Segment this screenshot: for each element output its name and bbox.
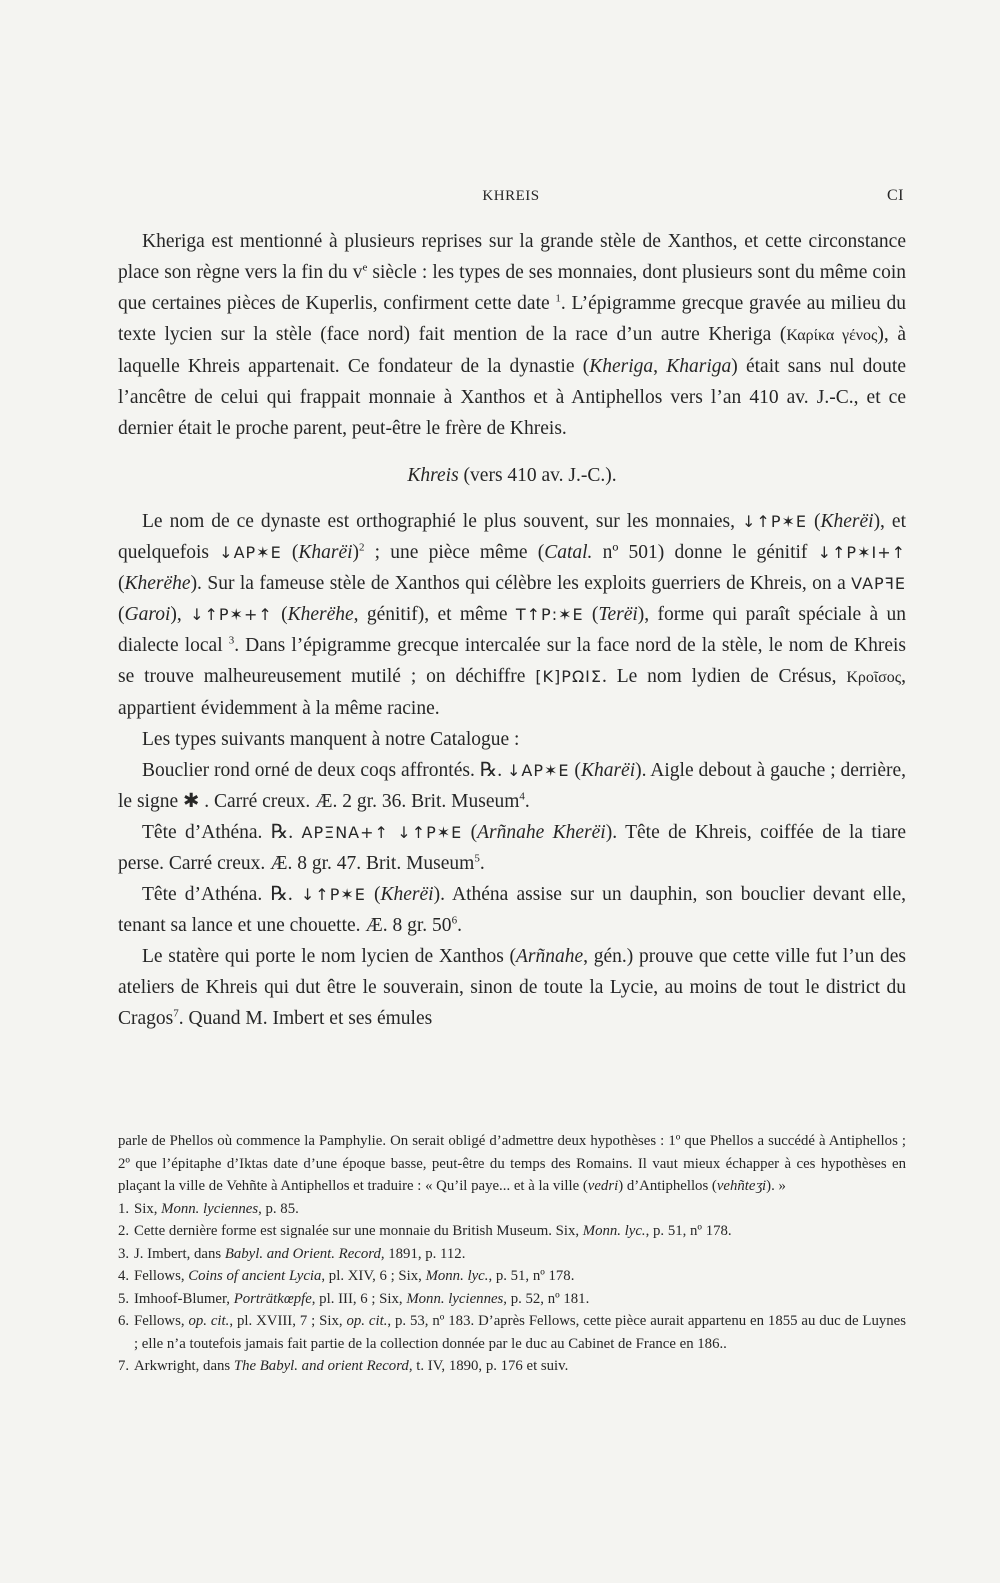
text: , p. 51, nº 178. (488, 1268, 575, 1284)
heading-date: (vers 410 av. J.-C.). (458, 465, 617, 486)
text: siècle : les types de ses monnaies, dont plusieurs sont du même coin que certaines pièces de Kuperlis, confirment cette date (118, 262, 907, 314)
footnote-3 (118, 1243, 906, 1266)
footnote-continuation (118, 1130, 906, 1198)
text: . (524, 791, 530, 812)
text: parle de Phellos où commence la Pamphylie. On serait obligé d’admettre deux hypothèses : 1º que Phellos a succédé à Antiphellos ; 2º que l’épitaphe d’Iktas date d’une époque basse, peut-être du temps des Romains. Il vaut mieux échapper à ces hypothèses en plaçant la ville de Vehñte à Antiphellos et traduire : « Qu’il paye... et à la ville ( (118, 1133, 906, 1194)
paragraph-kheriga (118, 226, 906, 444)
text: ) était sans nul doute l’ancêtre de celui qui frappait monnaie à Xanthos et à Antiphellos vers l’an 410 av. J.-C., et ce dernier était le proche parent, peut-être le frère de Khreis. (118, 356, 906, 439)
lycian-legend: ↓↑P✶E (397, 823, 463, 842)
text: ), (170, 604, 191, 625)
text: , génitif), et même (353, 604, 516, 625)
footnote-4 (118, 1265, 906, 1288)
text: , p. 85. (258, 1200, 299, 1217)
text: , pl. XIV, 6 ; Six, (321, 1268, 426, 1284)
lycian-legend: VAPꟻE (851, 574, 906, 593)
text: Le statère qui porte le nom lycien de Xanthos ( (142, 946, 517, 967)
text: . Quand M. Imbert et ses émules (178, 1008, 433, 1029)
text: Tête d’Athéna. ℞. (142, 884, 301, 905)
footnote-number: 7. (118, 1358, 130, 1374)
text: ) (352, 542, 360, 563)
lycian-legend: ↓AP✶E (507, 761, 570, 780)
italic-text: Kherëhe (287, 604, 354, 625)
text: . Carré creux. Æ. 2 gr. 36. Brit. Museum (199, 791, 520, 812)
greek-text: Καρίκα γένος (786, 327, 878, 344)
section-heading (118, 460, 906, 491)
running-head (118, 186, 904, 210)
text: ( (118, 573, 125, 594)
footnote-2 (118, 1220, 906, 1243)
italic-text: op. cit. (346, 1313, 388, 1329)
text: ). Aigle debout à gauche ; derrière, le signe (118, 760, 906, 812)
text: . L’épigramme grecque gravée au milieu du texte lycien sur la stèle (face nord) fait mention de la race d’un autre Kheriga ( (118, 293, 906, 345)
text: ( (462, 822, 478, 843)
text: , t. IV, 1890, p. 176 et suiv. (408, 1358, 569, 1374)
italic-text: Monn. lyc. (425, 1268, 489, 1284)
footnote-number: 2. (118, 1223, 130, 1239)
text: ( (583, 604, 599, 625)
footnote-number: 1. (118, 1200, 130, 1217)
lycian-legend: ↓AP✶E (219, 543, 282, 562)
italic-text: Kharëi (580, 760, 636, 781)
text: ), et quelquefois (118, 511, 907, 563)
italic-text: Kheriga (589, 356, 654, 377)
italic-text: Arñnahe (516, 946, 584, 967)
text: . Dans l’épigramme grecque intercalée sur la face nord de la stèle, le nom de Khreis se trouve malheureusement mutilé ; on déchiffre (118, 635, 906, 687)
text: ; une pièce même ( (364, 542, 545, 563)
footnote-number: 3. (118, 1245, 130, 1262)
text: . Le nom lydien de Crésus, (602, 666, 847, 687)
body-text (118, 226, 906, 1034)
text: ( (272, 604, 288, 625)
italic-text: Terëi (598, 604, 638, 625)
running-title: KHREIS (482, 188, 540, 204)
paragraph-orthography (118, 506, 906, 724)
text: , appartient évidemment à la même racine. (118, 666, 907, 719)
greek-inscription: [K]PΩIΣ (535, 667, 602, 686)
footnote-ref-5[interactable]: 5 (474, 852, 480, 865)
text: ). Tête de Khreis, coiffée de la tiare perse. Carré creux. Æ. 8 gr. 47. Brit. Museum (118, 822, 907, 874)
text: Cette dernière forme est signalée sur une monnaie du British Museum. Six, (134, 1223, 583, 1239)
greek-text: Κροῖσος (846, 669, 902, 686)
italic-text: Monn. lyciennes (161, 1200, 259, 1217)
text: , p. 53, nº 183. D’après Fellows, cette pièce aurait appartenu en 1855 au duc de Luynes ; elle n’a toutefois jamais fait partie de la collection donnée par le duc au Cabinet de France en 186.. (134, 1313, 906, 1352)
text: ( (806, 511, 821, 532)
paragraph-type-2 (118, 817, 906, 879)
italic-text: Khariga (666, 356, 732, 377)
text: Fellows, (134, 1313, 189, 1329)
heading-name: Khreis (407, 465, 459, 486)
footnote-ref-2[interactable]: 2 (359, 541, 365, 554)
text: Six, (134, 1200, 162, 1217)
text: Kheriga est mentionné à plusieurs reprises sur la grande stèle de Xanthos, et cette circonstance place son règne vers la fin du v (118, 231, 906, 283)
text: ). Sur la fameuse stèle de Xanthos qui célèbre les exploits guerriers de Khreis, on a (190, 573, 852, 594)
text: , (653, 356, 667, 377)
footnote-number: 6. (118, 1313, 130, 1329)
lycian-legend: ↓↑P✶I+↑ (817, 543, 907, 562)
footnote-5 (118, 1288, 906, 1311)
text: ( (118, 604, 125, 625)
footnote-7 (118, 1355, 906, 1378)
superscript: e (362, 261, 368, 274)
paragraph-stater (118, 941, 906, 1034)
text: Imhoof-Blumer, (134, 1290, 234, 1307)
italic-text: op. cit. (188, 1313, 230, 1329)
text: , p. 51, nº 178. (645, 1223, 732, 1239)
italic-text: Kherëhe (124, 573, 191, 594)
text: Bouclier rond orné de deux coqs affrontés. ℞. (142, 760, 508, 781)
text: ( (365, 884, 381, 905)
footnote-ref-3[interactable]: 3 (228, 634, 235, 647)
footnote-number: 4. (118, 1268, 130, 1284)
text: ). » (766, 1178, 786, 1194)
italic-text: Monn. lyc. (582, 1223, 646, 1239)
lycian-legend: APΞNA+↑ (301, 823, 389, 842)
text: , 1891, p. 112. (380, 1245, 466, 1262)
italic-text: Kherëi (820, 511, 874, 532)
italic-text: Coins of ancient Lycia (188, 1268, 322, 1284)
text: ), à laquelle Khreis appartenait. Ce fondateur de la dynastie ( (118, 324, 906, 377)
italic-text: vedri (587, 1178, 619, 1194)
text: ). Athéna assise sur un dauphin, son bouclier devant elle, tenant sa lance et une chouette. Æ. 8 gr. 50 (118, 884, 906, 936)
paragraph-type-1 (118, 755, 906, 817)
footnote-6 (118, 1310, 906, 1355)
paragraph-type-3 (118, 879, 906, 941)
lycian-legend: ↓↑P✶E (300, 885, 366, 904)
italic-text: Garoi (124, 604, 171, 625)
text: Arkwright, dans (134, 1358, 234, 1374)
page-number: CI (887, 187, 904, 204)
text: Tête d’Athéna. ℞. (142, 822, 302, 843)
footnotes (118, 1130, 906, 1378)
paragraph-types-intro: Les types suivants manquent à notre Catalogue : (142, 729, 520, 750)
footnote-ref-7[interactable]: 7 (173, 1007, 179, 1020)
italic-text: Arñnahe Kherëi (477, 822, 606, 843)
italic-text: Catal. (544, 542, 593, 563)
italic-text: Babyl. and Orient. Record (224, 1245, 381, 1262)
italic-text: Monn. lyciennes (406, 1290, 504, 1307)
text: , pl. XVIII, 7 ; Six, (229, 1313, 347, 1329)
footnote-number: 5. (118, 1290, 130, 1307)
text: ) d’Antiphellos ( (618, 1178, 717, 1194)
text: nº 501) donne le génitif (592, 542, 818, 563)
italic-text: Kharëi (298, 542, 353, 563)
text: , gén.) prouve que cette ville fut l’un des ateliers de Khreis qui dut être le souverain, sinon de toute la Lycie, au moins de tout le district du Cragos (118, 946, 906, 1029)
text: , pl. III, 6 ; Six, (311, 1290, 407, 1307)
text: ( (569, 760, 581, 781)
text: Fellows, (134, 1268, 189, 1284)
text: J. Imbert, dans (134, 1245, 225, 1262)
lycian-legend: T↑P:✶E (515, 605, 584, 624)
lycian-legend: ↓↑P✶E (742, 512, 807, 531)
text: . (457, 915, 462, 936)
text: , p. 52, nº 181. (503, 1290, 590, 1307)
italic-text: Kherëi (380, 884, 434, 905)
italic-text: vehñteӡi (716, 1178, 767, 1194)
text: Le nom de ce dynaste est orthographié le plus souvent, sur les monnaies, (142, 511, 742, 532)
text: ( (281, 542, 299, 563)
text: ), forme qui paraît spéciale à un dialecte local (118, 604, 906, 656)
italic-text: The Babyl. and orient Record (233, 1358, 409, 1374)
sign-symbol: ✱ (182, 791, 200, 812)
text: . (479, 853, 485, 874)
footnote-1 (118, 1198, 906, 1221)
italic-text: Porträtkœpfe (233, 1290, 312, 1307)
footnote-ref-1[interactable]: 1 (555, 292, 561, 305)
footnote-ref-6[interactable]: 6 (451, 914, 458, 927)
lycian-legend: ↓↑P✶+↑ (190, 605, 273, 624)
footnote-ref-4[interactable]: 4 (519, 790, 525, 803)
